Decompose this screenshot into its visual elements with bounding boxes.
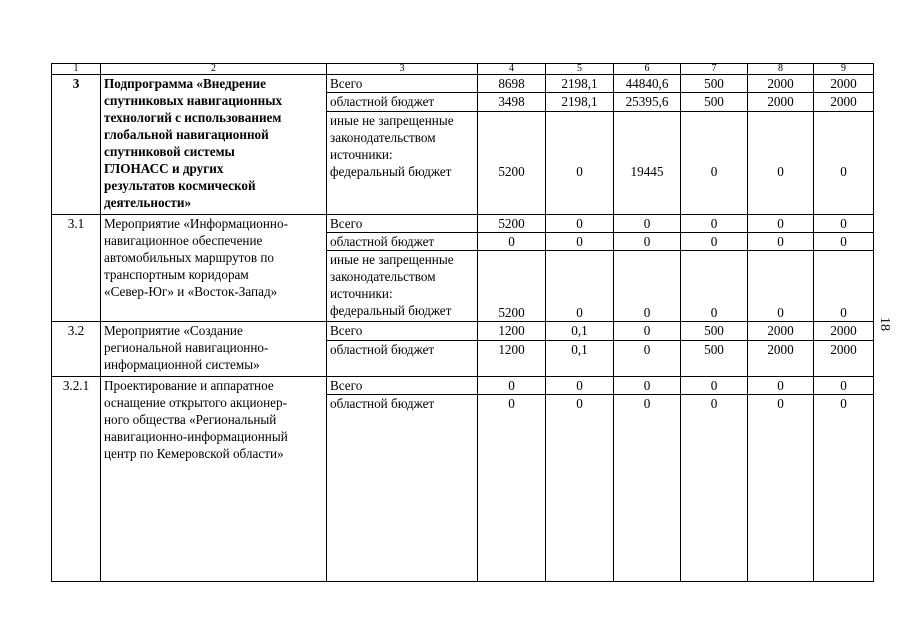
row-number: 3.2.1 (52, 377, 101, 582)
funding-source-line: источники: (330, 286, 393, 302)
column-header: 8 (748, 64, 814, 75)
funding-source: Всего (327, 215, 478, 233)
value-cell: 0 (814, 233, 874, 251)
value-cell: 2000 (748, 75, 814, 93)
value-cell: 19445 (614, 111, 681, 214)
value-cell: 2000 (814, 75, 874, 93)
item-name-line: спутниковой системы (104, 144, 235, 160)
item-name (101, 322, 327, 377)
funding-source: Всего (327, 322, 478, 340)
value-cell: 0 (681, 215, 748, 233)
column-header: 5 (546, 64, 614, 75)
value-cell: 0 (681, 395, 748, 582)
value-cell: 0 (814, 251, 874, 322)
item-name-line: ГЛОНАСС и других (104, 161, 224, 177)
value-cell: 2000 (814, 322, 874, 340)
budget-table (51, 63, 874, 582)
item-name-line: технологий с использованием (104, 110, 282, 126)
value-cell: 0 (814, 395, 874, 582)
value-cell: 0 (614, 322, 681, 340)
value-cell: 5200 (478, 111, 546, 214)
item-name-line: результатов космической (104, 178, 256, 194)
item-name-line: навигационное обеспечение (104, 233, 263, 248)
item-name-line: спутниковых навигационных (104, 93, 283, 109)
item-name-line: центр по Кемеровской области» (104, 446, 284, 462)
table-row (52, 215, 874, 233)
funding-source: Всего (327, 377, 478, 395)
value-cell: 25395,6 (614, 93, 681, 111)
funding-source: областной бюджет (327, 93, 478, 111)
value-cell: 0 (748, 395, 814, 582)
value-cell: 0 (748, 377, 814, 395)
table-header-row (52, 64, 874, 75)
value-cell: 0 (748, 233, 814, 251)
value-cell: 0 (681, 377, 748, 395)
value-cell: 0 (546, 215, 614, 233)
value-cell: 0 (478, 395, 546, 582)
value-cell: 0 (614, 377, 681, 395)
value-cell: 0 (814, 377, 874, 395)
value-cell: 1200 (478, 322, 546, 340)
value-cell: 2000 (748, 340, 814, 376)
column-header: 1 (52, 64, 101, 75)
value-cell: 44840,6 (614, 75, 681, 93)
value-cell: 500 (681, 75, 748, 93)
funding-source: областной бюджет (327, 395, 478, 582)
value-cell: 2198,1 (546, 75, 614, 93)
item-name-line: ного общества «Региональный (104, 412, 277, 428)
table-row (52, 322, 874, 340)
item-name (101, 215, 327, 322)
funding-source-line: федеральный бюджет (330, 303, 452, 319)
value-cell: 2000 (814, 340, 874, 376)
item-name (101, 75, 327, 215)
item-name-line: Проектирование и аппаратное (104, 378, 274, 394)
item-name-line: оснащение открытого акционер- (104, 395, 288, 411)
value-cell: 2198,1 (546, 93, 614, 111)
value-cell: 0 (546, 395, 614, 582)
item-name-line: навигационно-информационный (104, 429, 288, 445)
item-name-line: транспортным коридорам (104, 267, 249, 282)
value-cell: 0 (546, 377, 614, 395)
value-cell: 0 (681, 233, 748, 251)
column-header: 2 (101, 64, 327, 75)
table-row (52, 75, 874, 93)
item-name-line: Мероприятие «Информационно- (104, 216, 288, 231)
page-number: 18 (877, 317, 892, 331)
column-header: 7 (681, 64, 748, 75)
value-cell: 1200 (478, 340, 546, 376)
value-cell: 0 (614, 215, 681, 233)
value-cell: 0 (748, 215, 814, 233)
value-cell: 0 (748, 111, 814, 214)
value-cell: 5200 (478, 251, 546, 322)
value-cell: 2000 (814, 93, 874, 111)
value-cell: 0 (814, 215, 874, 233)
funding-source: Всего (327, 75, 478, 93)
column-header: 9 (814, 64, 874, 75)
value-cell: 0 (614, 340, 681, 376)
funding-source (327, 251, 478, 322)
item-name-line: региональной навигационно- (104, 340, 269, 356)
value-cell: 0 (478, 233, 546, 251)
column-header: 3 (327, 64, 478, 75)
value-cell: 2000 (748, 93, 814, 111)
funding-source-line: источники: (330, 146, 393, 162)
item-name-line: Подпрограмма «Внедрение (104, 76, 266, 92)
value-cell: 0 (681, 111, 748, 214)
value-cell: 0 (614, 395, 681, 582)
table-row (52, 377, 874, 395)
funding-source-line: федеральный бюджет (330, 163, 452, 179)
value-cell: 0 (478, 377, 546, 395)
funding-source-line: иные не запрещенные (330, 252, 454, 268)
row-number: 3.1 (52, 215, 101, 322)
value-cell: 0 (546, 111, 614, 214)
funding-source-line: законодательством (330, 269, 436, 285)
value-cell: 0 (681, 251, 748, 322)
item-name-line: «Север-Юг» и «Восток-Запад» (104, 284, 278, 299)
item-name-line: автомобильных маршрутов по (104, 250, 275, 265)
value-cell: 500 (681, 340, 748, 376)
value-cell: 0 (814, 111, 874, 214)
item-name-line: глобальной навигационной (104, 127, 269, 143)
value-cell: 3498 (478, 93, 546, 111)
value-cell: 2000 (748, 322, 814, 340)
value-cell: 500 (681, 93, 748, 111)
column-header: 6 (614, 64, 681, 75)
value-cell: 5200 (478, 215, 546, 233)
value-cell: 0 (748, 251, 814, 322)
value-cell: 500 (681, 322, 748, 340)
value-cell: 0 (546, 251, 614, 322)
funding-source-line: законодательством (330, 129, 436, 145)
value-cell: 0,1 (546, 322, 614, 340)
funding-source: областной бюджет (327, 340, 478, 376)
row-number: 3.2 (52, 322, 101, 377)
column-header: 4 (478, 64, 546, 75)
value-cell: 8698 (478, 75, 546, 93)
value-cell: 0 (614, 251, 681, 322)
value-cell: 0 (614, 233, 681, 251)
item-name-line: информационной системы» (104, 357, 260, 373)
funding-source: областной бюджет (327, 233, 478, 251)
item-name-line: Мероприятие «Создание (104, 323, 243, 339)
item-name-line: деятельности» (104, 195, 192, 211)
funding-source (327, 111, 478, 214)
funding-source-line: иные не запрещенные (330, 112, 454, 128)
row-number: 3 (52, 75, 101, 215)
value-cell: 0,1 (546, 340, 614, 376)
value-cell: 0 (546, 233, 614, 251)
item-name (101, 377, 327, 582)
